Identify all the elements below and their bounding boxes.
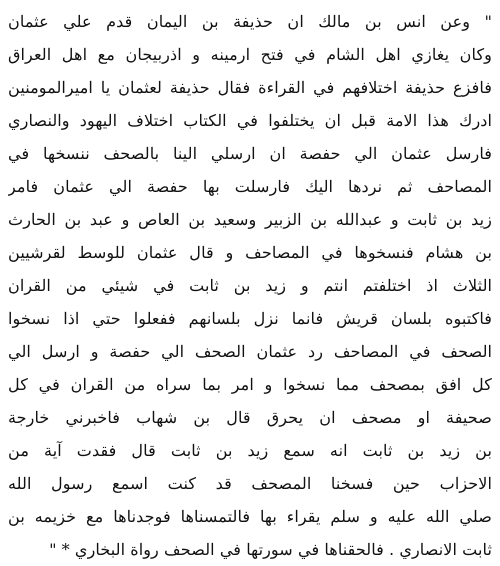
text-line: بن هشام فنسخوها في المصاحف و قال عثمان للوسط لقرشيين [8,243,492,262]
text-line: صحيفة او مصحف ان يحرق قال بن شهاب فاخبرني خارجة [8,408,492,427]
arabic-text-block [8,5,492,566]
text-line: الثلاث اذ اختلفتم انتم و زيد بن ثابت في شيئي من القران [8,276,492,295]
text-line-final: ثابت الانصاري . فالحقناها في سورتها في الصحف رواة البخاري * " [49,540,492,559]
text-line: فارسل عثمان الي حفصة ان ارسلي الينا بالصحف ننسخها في [8,144,492,163]
text-line: فافزع حذيفة اختلافهم في القراءة فقال حذيفة لعثمان يا اميرالمومنين [8,78,492,97]
text-line: صلي الله عليه و سلم يقراء بها فالتمسناها فوجدناها مع خزيمه بن [8,507,492,526]
text-line: فاكتبوه بلسان قريش فانما نزل بلسانهم ففعلوا حتي اذا نسخوا [8,309,492,328]
text-line: " وعن انس بن مالك ان حذيفة بن اليمان قدم علي عثمان [8,12,492,31]
text-line: كل افق بمصحف مما نسخوا و امر بما سراه من القران في كل [8,375,492,394]
text-line: زيد بن ثابت و عبدالله بن الزبير وسعيد بن العاص و عبد بن الحارث [8,210,492,229]
text-line: المصاحف ثم نردها اليك فارسلت بها حفصة الي عثمان فامر [8,177,492,196]
text-line: الاحزاب حين فسخنا المصحف قد كنت اسمع رسول الله [8,474,492,493]
text-line: الصحف في المصاحف رد عثمان الصحف الي حفصة و ارسل الي [8,342,492,361]
text-line: ادرك هذا الامة قبل ان يختلفوا في الكتاب اختلاف اليهود والنصاري [8,111,492,130]
text-line: وكان يغازي اهل الشام في فتح ارمينه و اذربيجان مع اهل العراق [8,45,492,64]
text-line: بن زيد بن ثابت انه سمع زيد بن ثابت قال فقدت آية من [8,441,492,460]
